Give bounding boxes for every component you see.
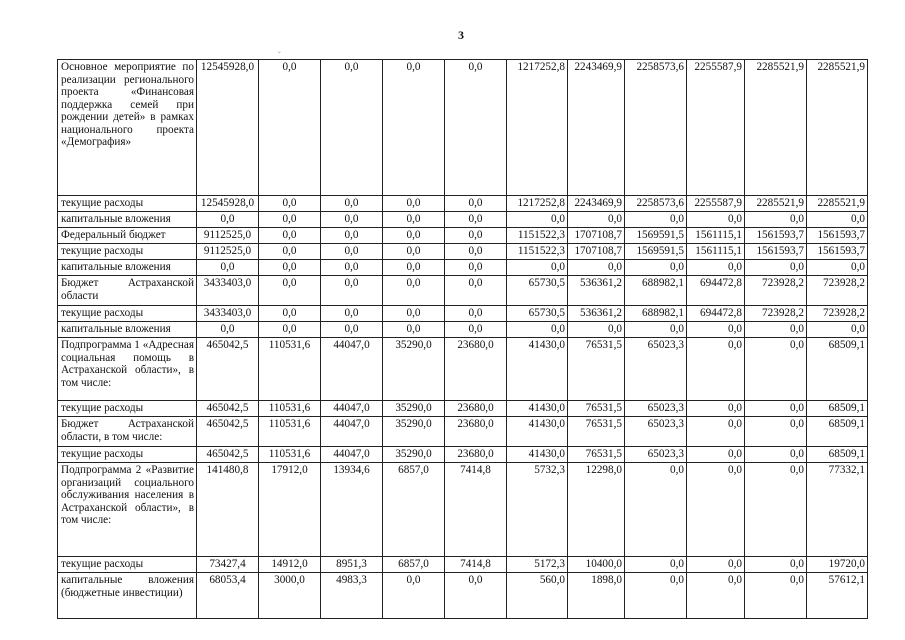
table-cell: 0,0 [625,573,687,619]
table-cell: 0,0 [745,212,807,228]
table-cell: 76531,5 [568,417,625,447]
table-cell: 0,0 [745,401,807,417]
table-cell: 3433403,0 [197,306,259,322]
table-cell: 0,0 [568,260,625,276]
table-row [58,306,868,322]
table-cell: 0,0 [445,573,507,619]
row-label: Основное мероприятие по реализации регионального проекта «Финансовая поддержка семей при рождении детей» в рамках национального проекта «Демография» [58,60,197,196]
table-cell: 0,0 [687,212,745,228]
table-cell: 0,0 [807,212,868,228]
table-cell: 65730,5 [507,306,568,322]
table-cell: 694472,8 [687,276,745,306]
table-cell: 536361,2 [568,276,625,306]
table-cell: 110531,6 [259,417,321,447]
table-cell: 0,0 [687,447,745,463]
table-cell: 536361,2 [568,306,625,322]
row-label: капитальные вложения (бюджетные инвестиции) [58,573,197,619]
table-cell: 65023,3 [625,401,687,417]
table-cell: 68053,4 [197,573,259,619]
table-cell: 35290,0 [383,447,445,463]
table-cell: 0,0 [687,260,745,276]
table-cell: 723928,2 [807,276,868,306]
table-cell: 1707108,7 [568,228,625,244]
table-cell: 0,0 [445,306,507,322]
table-row [58,573,868,619]
table-cell: 5732,3 [507,463,568,557]
table-cell: 0,0 [445,196,507,212]
table-cell: 0,0 [807,322,868,338]
table-cell: 0,0 [445,212,507,228]
budget-table-container [57,59,868,619]
table-cell: 35290,0 [383,401,445,417]
table-cell: 0,0 [197,260,259,276]
row-label: капитальные вложения [58,322,197,338]
table-cell: 110531,6 [259,401,321,417]
table-cell: 0,0 [321,322,383,338]
table-cell: 3433403,0 [197,276,259,306]
table-cell: 0,0 [625,322,687,338]
table-cell: 0,0 [687,417,745,447]
table-cell: 2243469,9 [568,60,625,196]
table-cell: 23680,0 [445,338,507,401]
table-cell: 465042,5 [197,447,259,463]
table-cell: 0,0 [445,322,507,338]
table-cell: 23680,0 [445,417,507,447]
row-label: капитальные вложения [58,260,197,276]
budget-table-body [58,60,868,619]
table-cell: 0,0 [259,244,321,260]
table-cell: 1561593,7 [745,228,807,244]
table-row [58,276,868,306]
table-cell: 2255587,9 [687,196,745,212]
table-cell: 0,0 [321,260,383,276]
table-cell: 17912,0 [259,463,321,557]
table-cell: 141480,8 [197,463,259,557]
table-row [58,463,868,557]
table-cell: 14912,0 [259,557,321,573]
table-cell: 0,0 [745,463,807,557]
table-cell: 0,0 [745,338,807,401]
table-cell: 0,0 [568,212,625,228]
table-cell: 0,0 [383,322,445,338]
table-cell: 2285521,9 [807,196,868,212]
table-cell: 1151522,3 [507,228,568,244]
table-cell: 1217252,8 [507,196,568,212]
table-cell: 2285521,9 [807,60,868,196]
row-label: текущие расходы [58,401,197,417]
table-cell: 0,0 [445,228,507,244]
table-cell: 5172,3 [507,557,568,573]
table-cell: 2258573,6 [625,60,687,196]
table-row [58,401,868,417]
row-label: капитальные вложения [58,212,197,228]
table-cell: 110531,6 [259,338,321,401]
row-label: текущие расходы [58,196,197,212]
table-cell: 1561115,1 [687,228,745,244]
table-cell: 0,0 [321,60,383,196]
table-cell: 0,0 [687,573,745,619]
table-cell: 35290,0 [383,417,445,447]
row-label: текущие расходы [58,306,197,322]
table-cell: 73427,4 [197,557,259,573]
table-cell: 0,0 [687,401,745,417]
table-cell: 0,0 [383,244,445,260]
table-cell: 1561593,7 [807,244,868,260]
table-cell: 57612,1 [807,573,868,619]
row-label: Федеральный бюджет [58,228,197,244]
table-row [58,417,868,447]
scan-artifact: ˘ [278,50,281,59]
table-cell: 1151522,3 [507,244,568,260]
table-cell: 0,0 [687,557,745,573]
table-cell: 6857,0 [383,557,445,573]
table-cell: 3000,0 [259,573,321,619]
table-cell: 44047,0 [321,417,383,447]
table-cell: 0,0 [321,244,383,260]
table-cell: 465042,5 [197,401,259,417]
table-cell: 0,0 [507,260,568,276]
table-cell: 1569591,5 [625,228,687,244]
table-cell: 76531,5 [568,338,625,401]
table-cell: 76531,5 [568,401,625,417]
table-cell: 13934,6 [321,463,383,557]
row-label: текущие расходы [58,557,197,573]
table-cell: 41430,0 [507,338,568,401]
table-cell: 1217252,8 [507,60,568,196]
table-cell: 44047,0 [321,447,383,463]
table-cell: 23680,0 [445,401,507,417]
table-cell: 0,0 [321,276,383,306]
table-cell: 0,0 [625,463,687,557]
table-cell: 0,0 [745,557,807,573]
table-cell: 0,0 [568,322,625,338]
table-cell: 8951,3 [321,557,383,573]
table-cell: 2285521,9 [745,196,807,212]
table-cell: 65023,3 [625,417,687,447]
table-cell: 0,0 [507,322,568,338]
table-cell: 0,0 [745,447,807,463]
table-cell: 0,0 [507,212,568,228]
row-label: Подпрограмма 2 «Развитие организаций социального обслуживания населения в Астраханской области», в том числе: [58,463,197,557]
table-cell: 0,0 [445,260,507,276]
table-cell: 44047,0 [321,401,383,417]
table-cell: 1561593,7 [807,228,868,244]
table-cell: 9112525,0 [197,228,259,244]
table-cell: 0,0 [321,212,383,228]
table-cell: 1561593,7 [745,244,807,260]
table-cell: 0,0 [383,573,445,619]
table-cell: 0,0 [259,60,321,196]
table-cell: 0,0 [625,557,687,573]
table-cell: 465042,5 [197,417,259,447]
table-cell: 0,0 [687,463,745,557]
row-label: текущие расходы [58,447,197,463]
table-cell: 9112525,0 [197,244,259,260]
table-cell: 35290,0 [383,338,445,401]
table-cell: 0,0 [745,417,807,447]
table-row [58,212,868,228]
table-cell: 560,0 [507,573,568,619]
table-cell: 2243469,9 [568,196,625,212]
table-row [58,196,868,212]
table-cell: 0,0 [445,60,507,196]
table-cell: 0,0 [259,212,321,228]
table-cell: 0,0 [259,276,321,306]
table-cell: 44047,0 [321,338,383,401]
table-cell: 694472,8 [687,306,745,322]
table-cell: 0,0 [745,573,807,619]
row-label: Бюджет Астраханской области [58,276,197,306]
table-cell: 0,0 [321,228,383,244]
table-cell: 41430,0 [507,417,568,447]
table-cell: 68509,1 [807,338,868,401]
table-cell: 0,0 [445,244,507,260]
table-cell: 41430,0 [507,447,568,463]
table-cell: 7414,8 [445,557,507,573]
table-row [58,447,868,463]
table-cell: 0,0 [687,322,745,338]
table-cell: 0,0 [383,306,445,322]
table-cell: 12298,0 [568,463,625,557]
table-cell: 12545928,0 [197,60,259,196]
table-cell: 0,0 [197,212,259,228]
table-cell: 65023,3 [625,338,687,401]
table-cell: 2258573,6 [625,196,687,212]
row-label: текущие расходы [58,244,197,260]
table-cell: 0,0 [383,60,445,196]
table-cell: 19720,0 [807,557,868,573]
table-row [58,338,868,401]
table-cell: 0,0 [259,260,321,276]
table-cell: 1707108,7 [568,244,625,260]
table-cell: 0,0 [383,260,445,276]
table-cell: 76531,5 [568,447,625,463]
table-cell: 6857,0 [383,463,445,557]
table-cell: 65023,3 [625,447,687,463]
table-cell: 0,0 [445,276,507,306]
table-cell: 23680,0 [445,447,507,463]
page-number: 3 [458,28,464,42]
table-cell: 0,0 [259,322,321,338]
table-cell: 0,0 [321,306,383,322]
table-cell: 723928,2 [745,276,807,306]
table-cell: 465042,5 [197,338,259,401]
table-cell: 2255587,9 [687,60,745,196]
budget-table [57,59,868,619]
table-row [58,557,868,573]
table-row [58,244,868,260]
table-cell: 0,0 [259,228,321,244]
table-cell: 0,0 [807,260,868,276]
table-row [58,228,868,244]
table-cell: 0,0 [259,196,321,212]
table-cell: 41430,0 [507,401,568,417]
table-row [58,260,868,276]
table-cell: 0,0 [321,196,383,212]
table-cell: 10400,0 [568,557,625,573]
table-cell: 0,0 [383,212,445,228]
table-cell: 77332,1 [807,463,868,557]
table-cell: 68509,1 [807,417,868,447]
table-cell: 723928,2 [807,306,868,322]
table-cell: 12545928,0 [197,196,259,212]
table-cell: 1561115,1 [687,244,745,260]
table-cell: 0,0 [687,338,745,401]
table-cell: 65730,5 [507,276,568,306]
table-cell: 0,0 [197,322,259,338]
table-cell: 688982,1 [625,306,687,322]
row-label: Бюджет Астраханской области, в том числе: [58,417,197,447]
table-cell: 0,0 [625,260,687,276]
table-cell: 68509,1 [807,447,868,463]
table-cell: 4983,3 [321,573,383,619]
table-cell: 0,0 [259,306,321,322]
table-cell: 0,0 [383,196,445,212]
table-cell: 68509,1 [807,401,868,417]
table-row [58,60,868,196]
table-cell: 0,0 [383,228,445,244]
table-cell: 0,0 [625,212,687,228]
table-cell: 2285521,9 [745,60,807,196]
table-cell: 110531,6 [259,447,321,463]
table-cell: 0,0 [745,260,807,276]
table-row [58,322,868,338]
table-cell: 688982,1 [625,276,687,306]
table-cell: 1569591,5 [625,244,687,260]
table-cell: 723928,2 [745,306,807,322]
table-cell: 1898,0 [568,573,625,619]
table-cell: 7414,8 [445,463,507,557]
table-cell: 0,0 [383,276,445,306]
table-cell: 0,0 [745,322,807,338]
row-label: Подпрограмма 1 «Адресная социальная помощь в Астраханской области», в том числе: [58,338,197,401]
